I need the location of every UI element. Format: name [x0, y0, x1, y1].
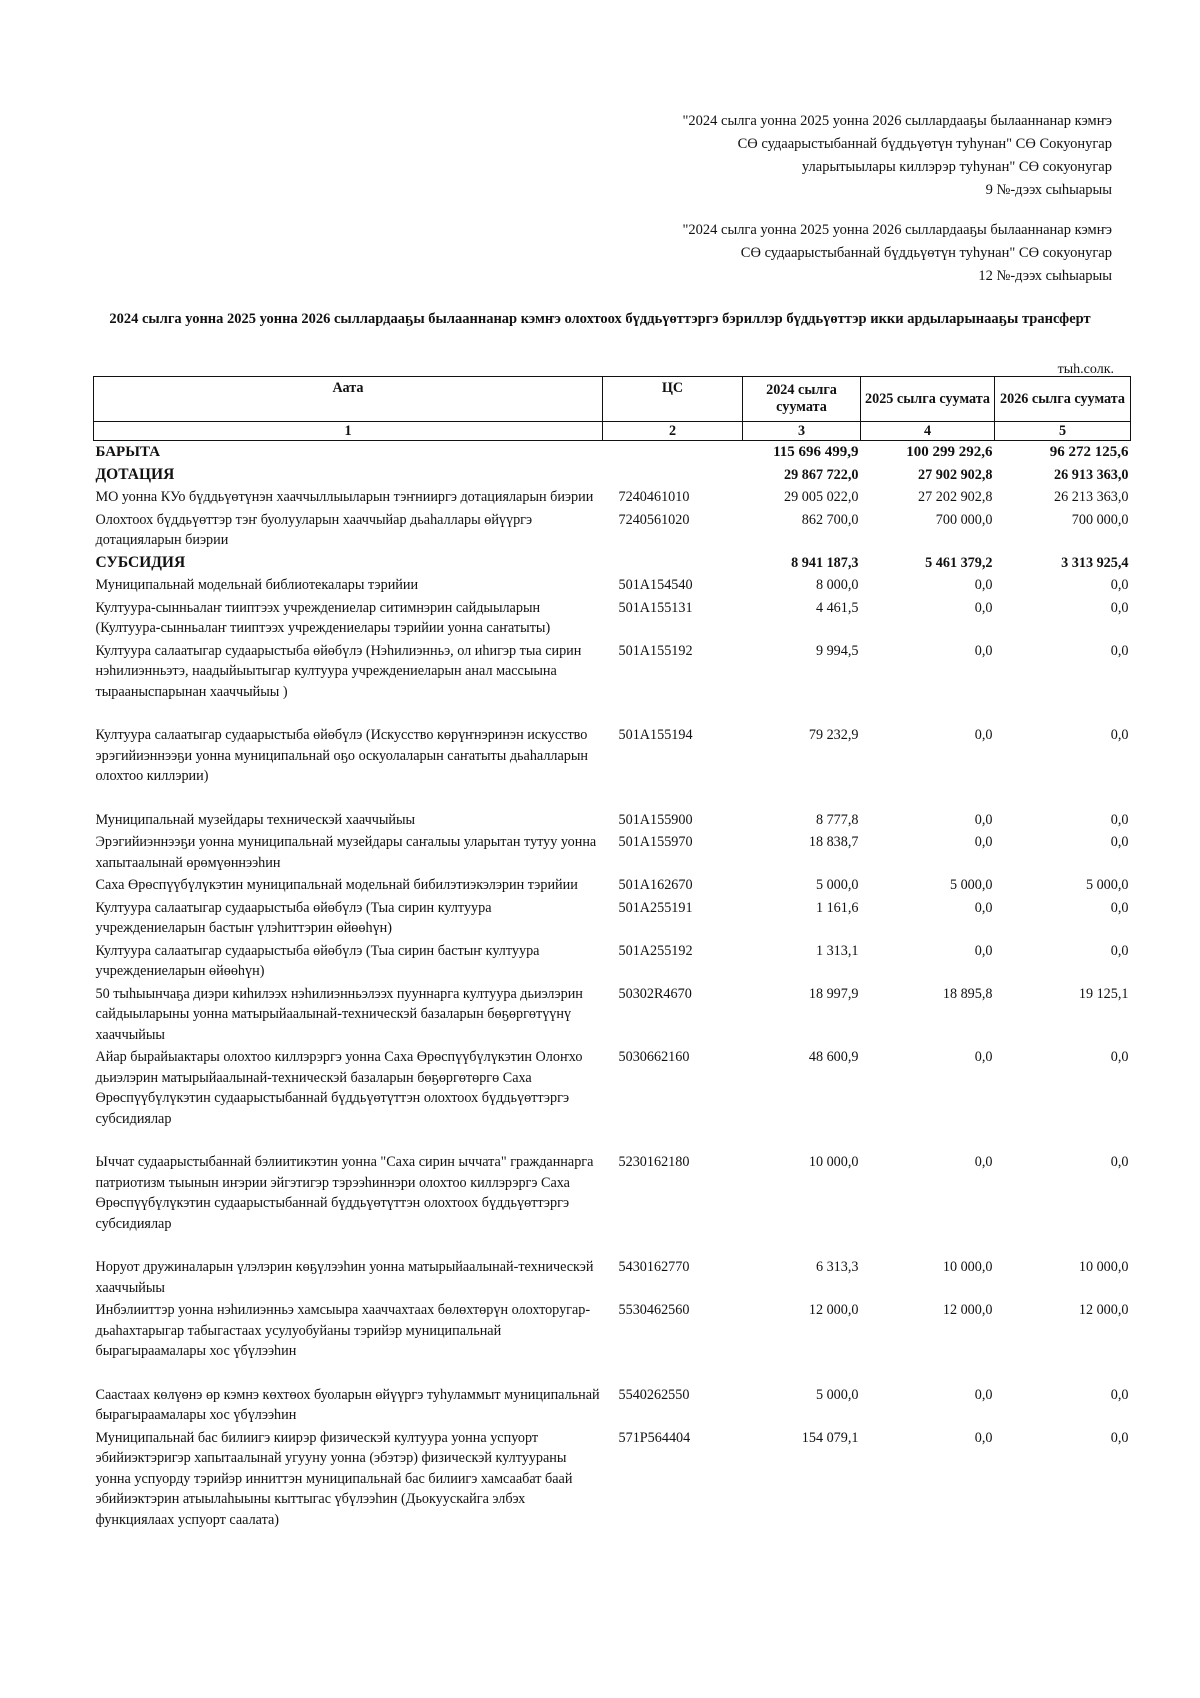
table-row [94, 1427, 1131, 1532]
row-code: 501A155970 [618, 834, 693, 850]
row-code [603, 441, 743, 464]
row-value-2024: 18 997,9 [808, 985, 859, 1002]
row-value-2024: 9 994,5 [815, 642, 859, 659]
row-value-2025: 27 902 902,8 [918, 466, 993, 483]
header-2026: 2026 сылга суумата [995, 377, 1131, 422]
header-2024: 2024 сылга суумата [743, 377, 861, 422]
row-value-2026: 0,0 [1110, 727, 1129, 743]
table-row [94, 574, 1131, 597]
row-value-2025: 0,0 [974, 899, 993, 916]
row-value-2026: 12 000,0 [1078, 1302, 1129, 1318]
table-row [94, 724, 1131, 809]
row-value-2025: 100 299 292,6 [906, 444, 993, 460]
row-name: Ыччат судаарыстыбаннай бэлиитикэтин уонна "Саха сирин ыччата" гражданнарга патриотизм тыынын иҥэрии эйгэтигэр тэрээһиннэри олохтоо киллэрэргэ Саха Өрөспүүбүлүкэтин судаарыстыбаннай бүддьүөтүттэн олохтоох бүддьүөттэргэ субсидиялар [95, 1154, 594, 1232]
row-value-2024: 1 161,6 [815, 899, 859, 916]
row-code: 7240561020 [618, 511, 690, 528]
table-row [94, 509, 1131, 552]
row-value-2024: 29 005 022,0 [784, 489, 859, 505]
header-name: Аата [94, 377, 603, 422]
column-number: 2 [603, 422, 743, 441]
appendix-note-line: СӨ судаарыстыбаннай бүддьүөтүн туһунан" СӨ Сокуонугар [737, 136, 1112, 152]
table-row [94, 983, 1131, 1047]
row-code: 5530462560 [618, 1302, 690, 1318]
row-value-2026: 0,0 [1110, 834, 1129, 850]
row-code: 5230162180 [618, 1154, 690, 1170]
row-name: Эрэгийиэннээҕи уонна муниципальнай музейдары саҥалыы уларытан тутуу уонна хапытаалынай өрөмүөннээһин [95, 834, 597, 871]
row-code [603, 464, 743, 487]
row-code: 501A155131 [618, 599, 693, 616]
row-value-2025: 0,0 [974, 1429, 993, 1446]
table-row [94, 640, 1131, 725]
row-name: Муниципальнай бас билиигэ киирэр физическэй култуура уонна успуорт эбийиэктэригэр хапытаалынай угууну уонна (эбэтэр) физическэй култуураны уонна успуорду тэрийэр инниттэн муниципальнай бас билиигэ хамсаабат баай эбийиэктэрин атыылаһыыны кыттыгас үбүлээһин (Дьокуускайга элбэх функциялаах успуорт саалата) [95, 1429, 573, 1528]
row-value-2026: 0,0 [1110, 1386, 1129, 1403]
row-value-2026: 700 000,0 [1071, 511, 1129, 528]
row-value-2026: 0,0 [1110, 642, 1129, 659]
row-name: МО уонна КУо бүддьүөтүнэн хааччыллыыларын тэҥнииргэ дотацияларын биэрии [95, 489, 594, 505]
row-value-2025: 0,0 [974, 642, 993, 659]
row-value-2026: 0,0 [1110, 899, 1129, 916]
row-value-2025: 5 000,0 [949, 877, 993, 893]
row-value-2025: 18 895,8 [942, 985, 993, 1002]
row-code: 501A155194 [618, 727, 693, 743]
units-label: тыһ.солк. [1057, 362, 1114, 377]
row-value-2025: 0,0 [974, 811, 993, 828]
row-code: 50302R4670 [618, 985, 692, 1002]
row-name: Саха Өрөспүүбүлүкэтин муниципальнай модельнай бибилэтиэкэлэрин тэрийии [95, 877, 578, 893]
row-code: 501A162670 [618, 877, 693, 893]
section-row [94, 464, 1131, 487]
row-value-2026: 0,0 [1110, 577, 1129, 593]
row-name: ДОТАЦИЯ [95, 465, 175, 483]
table-row [94, 1046, 1131, 1151]
table-row [94, 597, 1131, 640]
row-code [603, 552, 743, 575]
row-name: Култуура салаатыгар судаарыстыба өйөбүлэ (Нэһилиэнньэ, ол иһигэр тыа сирин нэһилиэнньэтэ, наадыйыытыгар култуура учреждениеларын анал массыына тырааныспарынан хааччыйыы ) [95, 642, 582, 700]
row-value-2024: 1 313,1 [815, 942, 859, 959]
row-name: Муниципальнай модельнай библиотекалары тэрийии [95, 577, 419, 593]
table-row [94, 1384, 1131, 1427]
row-name: 50 тыһыынчаҕа диэри киһилээх нэһилиэнньэлээх пууннарга култуура дьиэлэрин сайдыыларыны уонна матырыйаалынай-техническэй базаларын бөҕөргөтүүнү хааччыйыы [95, 985, 583, 1043]
row-value-2026: 19 125,1 [1078, 985, 1129, 1002]
row-value-2025: 0,0 [974, 1049, 993, 1065]
row-name: Олохтоох бүддьүөттэр тэҥ буолууларын хааччыйар дьаһаллары өйүүргэ дотацияларын биэрии [95, 511, 533, 548]
row-code: 501A255192 [618, 942, 693, 959]
row-value-2026: 5 000,0 [1085, 877, 1129, 893]
row-name: Култуура салаатыгар судаарыстыба өйөбүлэ (Искусство көрүҥнэринэн искусство эрэгийиэннээҕи уонна муниципальнай оҕо оскуолаларын саҥатыты дьаһалларын олохтоо киллэрии) [95, 727, 589, 784]
row-value-2026: 0,0 [1110, 942, 1129, 959]
row-value-2024: 4 461,5 [815, 599, 859, 616]
document-title: 2024 сылга уонна 2025 уонна 2026 сыллардааҕы былааннанар кэмҥэ олохтоох бүддьүөттэргэ бэриллэр бүддьүөттэр икки ардыларынааҕы трансферт [109, 311, 1091, 327]
row-value-2025: 5 461 379,2 [925, 554, 993, 571]
column-number: 1 [94, 422, 603, 441]
table-row [94, 1299, 1131, 1384]
header-2025: 2025 сылга суумата [861, 377, 995, 422]
row-value-2025: 27 202 902,8 [918, 489, 993, 505]
row-value-2025: 0,0 [974, 834, 993, 850]
row-name: БАРЫТА [95, 444, 161, 460]
row-code: 5540262550 [618, 1386, 690, 1403]
row-value-2025: 0,0 [974, 1386, 993, 1403]
row-value-2026: 26 913 363,0 [1054, 466, 1129, 483]
row-name: Айар бырайыактары олохтоо киллэрэргэ уонна Саха Өрөспүүбүлүкэтин Олоҥхо дьиэлэрин матырыйаалынай-техническэй базаларын бөҕөргөтөргө Саха Өрөспүүбүлүкэтин судаарыстыбаннай бүддьүөтүттэн олохтоох бүддьүөттэргэ субсидиялар [95, 1049, 583, 1127]
row-value-2024: 8 777,8 [815, 811, 859, 828]
row-value-2025: 0,0 [974, 577, 993, 593]
table-row [94, 897, 1131, 940]
row-value-2026: 10 000,0 [1078, 1259, 1129, 1275]
row-code: 501A255191 [618, 899, 693, 916]
header-code: ЦС [603, 377, 743, 422]
row-value-2024: 154 079,1 [801, 1429, 859, 1446]
appendix-note-line: уларытыылары киллэрэр туһунан" СӨ сокуонугар [801, 159, 1112, 175]
column-number: 3 [743, 422, 861, 441]
row-value-2024: 10 000,0 [808, 1154, 859, 1170]
row-name: Норуот дружиналарын үлэлэрин көҕүлээһин уонна матырыйаалынай-техническэй хааччыйыы [95, 1259, 594, 1296]
appendix-note-line: "2024 сылга уонна 2025 уонна 2026 сыллардааҕы былааннанар кэмҥэ [682, 222, 1112, 238]
row-code: 501A155900 [618, 811, 693, 828]
row-value-2026: 0,0 [1110, 1154, 1129, 1170]
row-name: Саастаах көлүөнэ өр кэмнэ көхтөох буоларын өйүүргэ туһуламмыт муниципальнай бырагыраамалары хос үбүлээһин [95, 1386, 600, 1423]
row-value-2024: 862 700,0 [801, 511, 859, 528]
row-value-2026: 0,0 [1110, 599, 1129, 616]
row-name: Култуура-сынньалаҥ тииптээх учреждениелар ситимнэрин сайдыыларын (Култуура-сынньалаҥ тииптээх учреждениелары тэрийии уонна саҥатыты) [95, 599, 551, 636]
appendix-note-line: "2024 сылга уонна 2025 уонна 2026 сыллардааҕы былааннанар кэмҥэ [682, 113, 1112, 129]
column-number: 4 [861, 422, 995, 441]
row-value-2026: 0,0 [1110, 811, 1129, 828]
appendix-note-line: 9 №-дээх сыһыарыы [985, 182, 1112, 198]
row-value-2025: 0,0 [974, 599, 993, 616]
row-value-2026: 0,0 [1110, 1429, 1129, 1446]
row-value-2026: 96 272 125,6 [1049, 444, 1129, 460]
table-row [94, 831, 1131, 874]
row-name: Култуура салаатыгар судаарыстыба өйөбүлэ (Тыа сирин бастыҥ култуура учреждениеларын өйөөһүн) [95, 942, 540, 979]
row-code: 5030662160 [618, 1049, 690, 1065]
transfer-table [93, 376, 1131, 1531]
row-code: 7240461010 [618, 489, 690, 505]
row-value-2024: 18 838,7 [808, 834, 859, 850]
row-value-2024: 8 000,0 [815, 577, 859, 593]
table-body [94, 441, 1131, 1532]
row-name: СУБСИДИЯ [95, 553, 186, 571]
row-value-2024: 5 000,0 [815, 877, 859, 893]
table-row [94, 1256, 1131, 1299]
appendix-note-9 [682, 110, 1112, 202]
table-row [94, 874, 1131, 897]
row-name: Муниципальнай музейдары техническэй хааччыйыы [95, 811, 416, 828]
column-number: 5 [995, 422, 1131, 441]
row-value-2026: 3 313 925,4 [1061, 554, 1129, 571]
row-code: 501A154540 [618, 577, 693, 593]
row-value-2024: 48 600,9 [808, 1049, 859, 1065]
row-code: 501A155192 [618, 642, 693, 659]
row-value-2024: 79 232,9 [808, 727, 859, 743]
row-value-2024: 29 867 722,0 [784, 466, 859, 483]
total-row [94, 441, 1131, 464]
row-value-2024: 8 941 187,3 [791, 554, 859, 571]
row-value-2025: 0,0 [974, 942, 993, 959]
row-value-2024: 6 313,3 [815, 1259, 859, 1275]
appendix-note-line: 12 №-дээх сыһыарыы [978, 268, 1112, 284]
table-row [94, 1151, 1131, 1256]
row-value-2024: 5 000,0 [815, 1386, 859, 1403]
row-value-2026: 26 213 363,0 [1054, 489, 1129, 505]
appendix-note-line: СӨ судаарыстыбаннай бүддьүөтүн туһунан" СӨ сокуонугар [740, 245, 1112, 261]
section-row [94, 552, 1131, 575]
table-row [94, 809, 1131, 832]
row-name: Инбэлииттэр уонна нэһилиэнньэ хамсыыра хааччахтаах бөлөхтөрүн олохторугар-дьаһахтарыгар табыгастаах усулуобуйаны тэрийэр муниципальнай бырагыраамалары хос үбүлээһин [95, 1302, 591, 1359]
row-value-2025: 12 000,0 [942, 1302, 993, 1318]
row-value-2025: 700 000,0 [935, 511, 993, 528]
table-row [94, 940, 1131, 983]
row-code: 5430162770 [618, 1259, 690, 1275]
row-name: Култуура салаатыгар судаарыстыба өйөбүлэ (Тыа сирин култуура учреждениеларын бастыҥ үлэһиттэрин өйөөһүн) [95, 899, 492, 936]
table-row [94, 486, 1131, 509]
row-value-2024: 12 000,0 [808, 1302, 859, 1318]
row-value-2024: 115 696 499,9 [773, 444, 859, 460]
row-value-2025: 10 000,0 [942, 1259, 993, 1275]
appendix-note-12 [682, 219, 1112, 288]
row-value-2026: 0,0 [1110, 1049, 1129, 1065]
row-value-2025: 0,0 [974, 1154, 993, 1170]
row-code: 571P564404 [618, 1429, 691, 1446]
row-value-2025: 0,0 [974, 727, 993, 743]
